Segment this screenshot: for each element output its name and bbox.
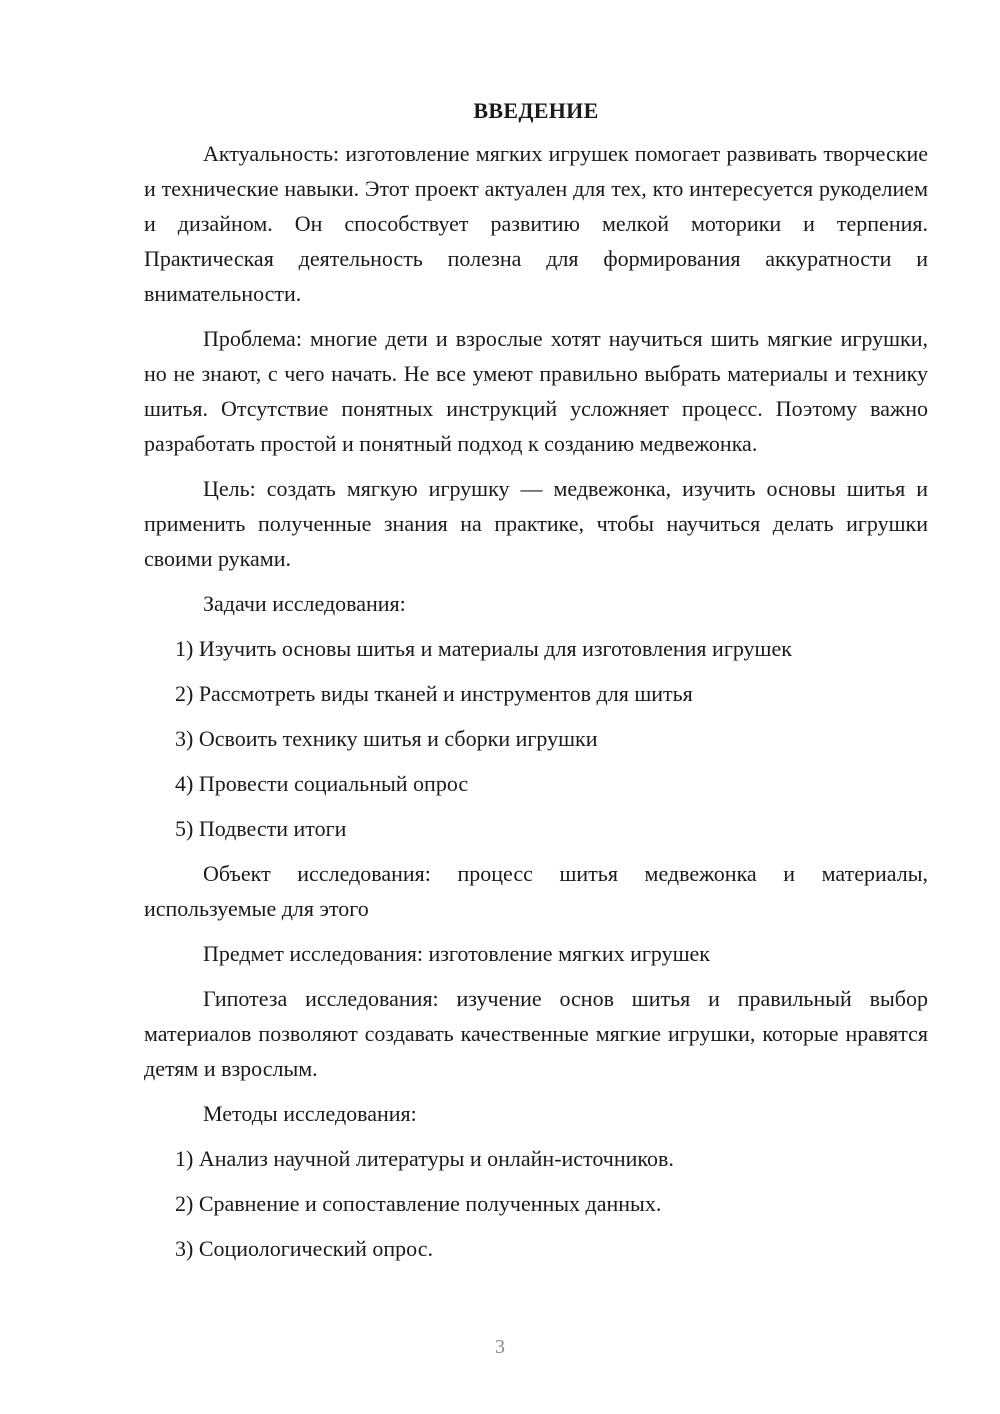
tasks-title: Задачи исследования: [203,591,406,616]
list-item: 1) Анализ научной литературы и онлайн-источников. [175,1146,674,1171]
list-item: 5) Подвести итоги [175,816,347,841]
object-paragraph: Объект исследования: процесс шитья медвежонка и материалы, используемые для этого [144,861,928,921]
list-item: 2) Сравнение и сопоставление полученных данных. [175,1191,662,1216]
goal-paragraph: Цель: создать мягкую игрушку — медвежонка, изучить основы шитья и применить полученные знания на практике, чтобы научиться делать игрушки своими руками. [144,476,928,571]
list-item: 3) Освоить технику шитья и сборки игрушки [175,726,598,751]
tasks-list [144,631,928,846]
list-item: 3) Социологический опрос. [175,1236,433,1261]
subject-paragraph: Предмет исследования: изготовление мягких игрушек [203,941,710,966]
page-number: 3 [495,1336,505,1358]
page-content [144,96,928,1276]
list-item: 4) Провести социальный опрос [175,771,469,796]
hypothesis-paragraph: Гипотеза исследования: изучение основ шитья и правильный выбор материалов позволяют создавать качественные мягкие игрушки, которые нравятся детям и взрослым. [144,986,928,1081]
list-item: 2) Рассмотреть виды тканей и инструментов для шитья [175,681,693,706]
methods-list [144,1141,928,1266]
methods-title: Методы исследования: [203,1101,417,1126]
list-item: 1) Изучить основы шитья и материалы для изготовления игрушек [175,636,792,661]
section-heading: ВВЕДЕНИЕ [473,98,599,123]
relevance-paragraph: Актуальность: изготовление мягких игрушек помогает развивать творческие и технические навыки. Этот проект актуален для тех, кто интересуется рукоделием и дизайном. Он способствует развитию мелкой моторики и терпения. Практическая деятельность полезна для формирования аккуратности и внимательности. [144,141,928,306]
problem-paragraph: Проблема: многие дети и взрослые хотят научиться шить мягкие игрушки, но не знают, с чего начать. Не все умеют правильно выбрать материалы и технику шитья. Отсутствие понятных инструкций усложняет процесс. Поэтому важно разработать простой и понятный подход к созданию медвежонка. [144,326,928,456]
